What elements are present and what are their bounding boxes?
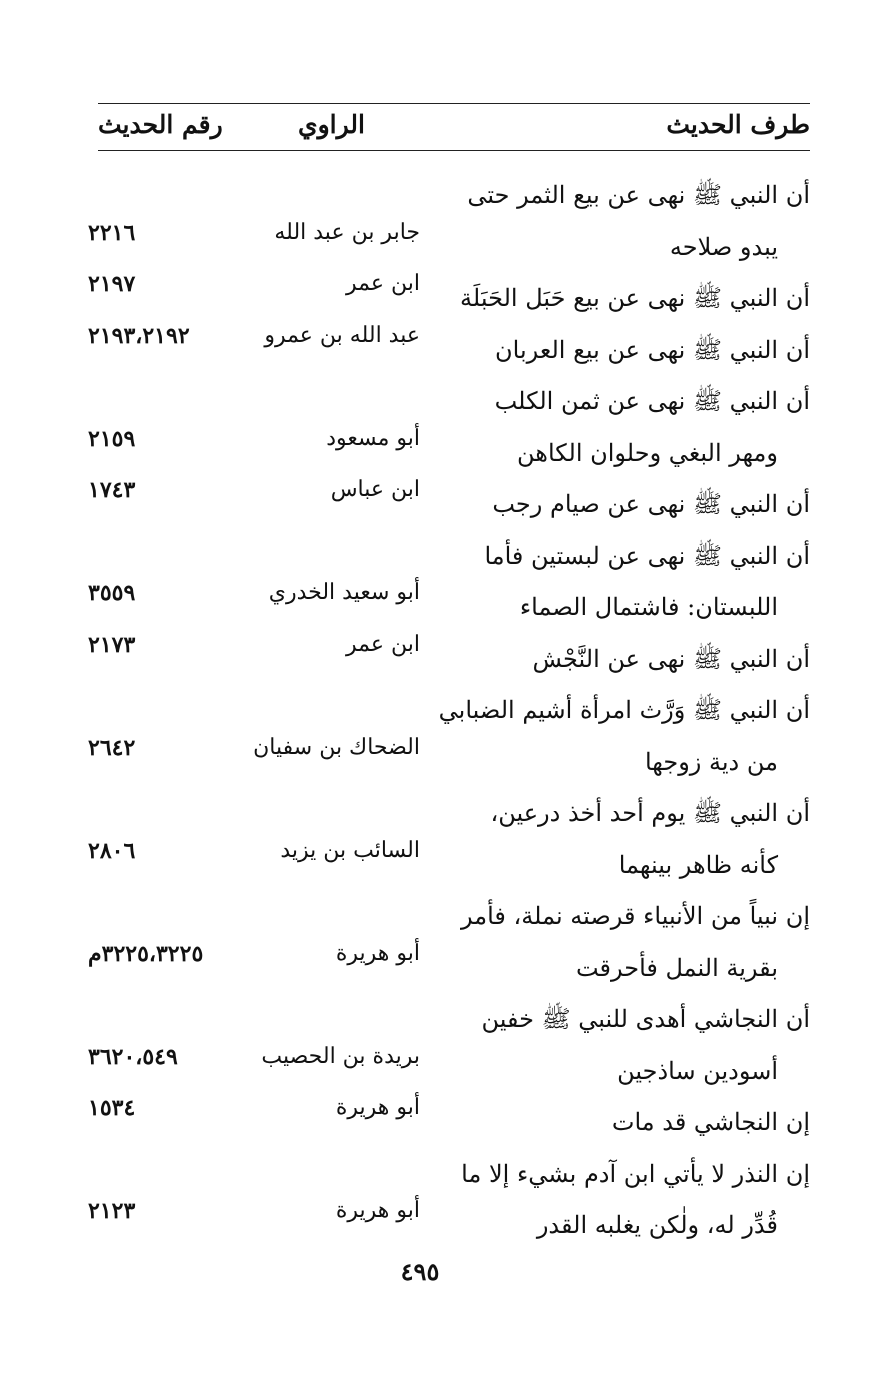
hadith-number: ٢١٥٩ (88, 425, 136, 452)
narrator-name: ابن عمر (346, 271, 420, 296)
hadith-text-continuation: اللبستان: فاشتمال الصماء (519, 593, 778, 621)
narrator-name: أبو هريرة (335, 940, 420, 966)
hadith-text-continuation: يبدو صلاحه (669, 232, 778, 261)
hadith-number: ٣٢٢٥،٣٢٢٥م (88, 940, 204, 967)
hadith-text-continuation: بقرية النمل فأحرقت (575, 953, 778, 982)
hadith-number: ٢١٧٣ (88, 631, 136, 658)
hadith-number: ٣٦٢٠،٥٤٩ (88, 1043, 178, 1070)
hadith-text: إن نبياً من الأنبياء قرصته نملة، فأمر (461, 902, 810, 930)
hadith-number: ٢١٩٣،٢١٩٢ (88, 322, 190, 349)
hadith-text-continuation: من دية زوجها (644, 747, 778, 776)
narrator-name: عبد الله بن عمرو (264, 322, 420, 348)
hadith-text: أن النبي ﷺ نهى عن لبستين فأما (484, 541, 810, 570)
header-rule (98, 150, 810, 151)
table-header (98, 110, 810, 150)
hadith-text: إن النجاشي قد مات (611, 1108, 810, 1136)
hadith-column-header: طرف الحديث (666, 110, 810, 139)
hadith-text: أن النبي ﷺ يوم أحد أخذ درعين، (490, 799, 810, 827)
hadith-number: ٢٨٠٦ (88, 837, 136, 864)
hadith-number: ٢١٢٣ (88, 1198, 136, 1224)
narrator-name: بريدة بن الحصيب (261, 1043, 420, 1069)
hadith-text: أن النبي ﷺ نهى عن بيع العربان (495, 335, 810, 364)
hadith-text: أن النبي ﷺ نهى عن ثمن الكلب (494, 387, 810, 415)
narrator-name: الضحاك بن سفيان (253, 734, 420, 760)
narrator-name: أبو هريرة (335, 1198, 420, 1223)
hadith-number: ٣٥٥٩ (88, 580, 136, 606)
top-rule (98, 103, 810, 104)
narrator-name: ابن عباس (330, 477, 420, 502)
number-column-header: رقم الحديث (98, 110, 223, 139)
hadith-text: أن النبي ﷺ وَرَّث امرأة أشيم الضبابي (438, 696, 810, 724)
narrator-name: أبو هريرة (335, 1095, 420, 1120)
hadith-text-continuation: كأنه ظاهر بينهما (618, 850, 778, 879)
narrator-name: جابر بن عبد الله (274, 219, 420, 245)
hadith-number: ٢١٩٧ (88, 271, 136, 297)
hadith-text: أن النجاشي أهدى للنبي ﷺ خفين (481, 1005, 810, 1033)
hadith-text-continuation: قُدِّر له، ولٰكن يغلبه القدر (536, 1211, 778, 1239)
hadith-text: أن النبي ﷺ نهى عن النَّجْش (532, 644, 810, 673)
hadith-text: أن النبي ﷺ نهى عن بيع حَبَل الحَبَلَة (460, 284, 810, 312)
narrator-name: أبو مسعود (326, 425, 420, 451)
hadith-text-continuation: أسودين ساذجين (617, 1056, 778, 1085)
hadith-text: أن النبي ﷺ نهى عن بيع الثمر حتى (467, 181, 810, 209)
page-number: ٤٩٥ (400, 1257, 440, 1286)
hadith-text: أن النبي ﷺ نهى عن صيام رجب (492, 490, 810, 518)
narrator-name: أبو سعيد الخدري (268, 580, 420, 605)
hadith-number: ١٥٣٤ (88, 1095, 136, 1121)
hadith-number: ٢٢١٦ (88, 219, 136, 246)
narrator-column-header: الراوي (298, 110, 365, 139)
hadith-number: ١٧٤٣ (88, 477, 136, 503)
hadith-text-continuation: ومهر البغي وحلوان الكاهن (517, 438, 778, 467)
hadith-text: إن النذر لا يأتي ابن آدم بشيء إلا ما (461, 1159, 810, 1188)
narrator-name: السائب بن يزيد (280, 837, 420, 863)
narrator-name: ابن عمر (346, 631, 420, 657)
hadith-number: ٢٦٤٢ (88, 734, 136, 761)
